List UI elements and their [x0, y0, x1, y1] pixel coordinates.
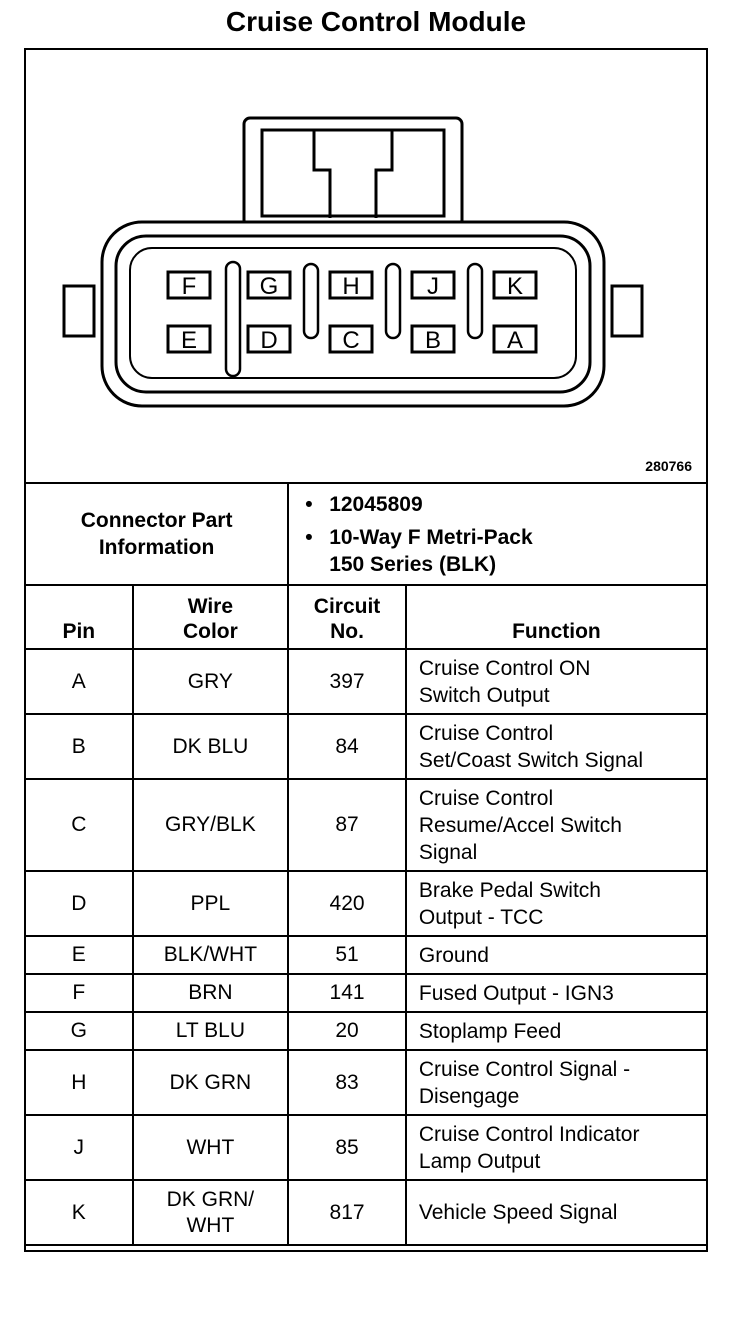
- pin-label: H: [342, 273, 360, 300]
- function-line: Fused Output - IGN3: [418, 981, 614, 1005]
- function-cell: [406, 649, 707, 714]
- table-row: [25, 1050, 707, 1115]
- left-ear: [64, 286, 94, 336]
- connector-info-label: [25, 483, 288, 585]
- wire-color-value: WHT: [186, 1135, 235, 1159]
- header-circuit-line: Circuit: [313, 595, 381, 618]
- circuit-value: 141: [329, 981, 365, 1004]
- pin-value: A: [71, 669, 86, 693]
- pin-cell: [25, 1115, 133, 1180]
- wire-color-value: BLK/WHT: [163, 943, 258, 966]
- table-row: [25, 1115, 707, 1180]
- circuit-cell: [288, 649, 406, 714]
- function-cell: [406, 1050, 707, 1115]
- header-function: [406, 585, 707, 649]
- circuit-cell: [288, 1050, 406, 1115]
- wire-color-cell: [133, 871, 289, 936]
- info-label-line: Information: [98, 536, 215, 559]
- pin-cell: [25, 871, 133, 936]
- info-label-line: Connector Part: [80, 509, 233, 532]
- pin-label: G: [259, 273, 279, 300]
- separator: [304, 264, 318, 338]
- pin-label: K: [506, 273, 524, 300]
- connector-face-drawing: [26, 50, 706, 482]
- diagram-reference-number: 280766: [645, 458, 692, 474]
- wire-color-cell: [133, 974, 289, 1012]
- pin-cell: [25, 974, 133, 1012]
- header-pin: [25, 585, 133, 649]
- circuit-cell: [288, 1180, 406, 1245]
- circuit-cell: [288, 936, 406, 974]
- circuit-cell: [288, 974, 406, 1012]
- table-row: [25, 871, 707, 936]
- wire-color-value: WHT: [186, 1213, 235, 1237]
- pin-cell: [25, 1180, 133, 1245]
- circuit-cell: [288, 779, 406, 871]
- pin-value: E: [71, 943, 86, 966]
- function-line: Lamp Output: [418, 1149, 541, 1173]
- function-line: Brake Pedal Switch: [418, 878, 601, 902]
- wire-color-value: GRY/BLK: [165, 813, 256, 836]
- wire-color-value: DK BLU: [172, 734, 249, 758]
- pin-value: G: [70, 1019, 87, 1042]
- circuit-value: 397: [329, 669, 365, 693]
- circuit-cell: [288, 1012, 406, 1050]
- function-cell: [406, 779, 707, 871]
- pin-label: J: [427, 273, 439, 300]
- function-line: Signal: [418, 840, 478, 864]
- wire-color-value: DK GRN: [169, 1070, 252, 1094]
- function-cell: [406, 936, 707, 974]
- pin-value: C: [71, 813, 87, 836]
- wire-color-cell: [133, 779, 289, 871]
- wire-color-value: PPL: [190, 891, 231, 915]
- function-line: Vehicle Speed Signal: [418, 1201, 618, 1224]
- table-row: [25, 779, 707, 871]
- table-row: [25, 1012, 707, 1050]
- table-row: [25, 649, 707, 714]
- pin-label: C: [342, 327, 360, 354]
- function-line: Stoplamp Feed: [418, 1019, 562, 1043]
- circuit-cell: [288, 1115, 406, 1180]
- right-ear: [612, 286, 642, 336]
- circuit-value: 420: [329, 891, 365, 915]
- function-cell: [406, 974, 707, 1012]
- connector-cavity: [116, 236, 590, 392]
- function-line: Resume/Accel Switch: [418, 813, 622, 837]
- info-connector-type: [305, 524, 706, 551]
- wire-color-value: BRN: [188, 981, 233, 1004]
- pinout-table: [24, 482, 708, 1246]
- pin-label: B: [424, 327, 442, 354]
- connector-type-line: 10-Way F Metri-Pack: [329, 525, 533, 549]
- page-title: Cruise Control Module: [225, 6, 527, 37]
- pin-label: A: [506, 327, 524, 354]
- pin-value: H: [71, 1070, 87, 1094]
- function-line: Cruise Control: [418, 786, 554, 810]
- table-header-row: [25, 585, 707, 649]
- function-cell: [406, 1115, 707, 1180]
- pin-value: B: [71, 734, 86, 758]
- separator: [226, 262, 240, 376]
- pin-label: F: [181, 273, 197, 300]
- info-connector-series: [329, 551, 706, 578]
- wire-color-cell: [133, 1115, 289, 1180]
- wire-color-cell: [133, 714, 289, 779]
- part-number: 12045809: [329, 492, 423, 516]
- header-function-text: Function: [512, 620, 601, 643]
- wire-color-cell: [133, 936, 289, 974]
- pin-cell: [25, 649, 133, 714]
- table-row: [25, 714, 707, 779]
- pin-cell: [25, 779, 133, 871]
- bullet: •: [305, 492, 313, 516]
- latch-inner: [262, 130, 444, 216]
- table-row: [25, 1180, 707, 1245]
- pin-label: D: [260, 327, 278, 354]
- pin-value: F: [72, 981, 86, 1004]
- separator: [468, 264, 482, 338]
- function-cell: [406, 714, 707, 779]
- function-line: Disengage: [418, 1084, 520, 1108]
- function-line: Cruise Control ON: [418, 656, 591, 680]
- pin-cell: [25, 1050, 133, 1115]
- pin-label: E: [180, 327, 198, 354]
- circuit-value: 85: [335, 1135, 359, 1159]
- pin-cell: [25, 936, 133, 974]
- function-line: Cruise Control: [418, 721, 554, 745]
- function-line: Ground: [418, 943, 489, 967]
- wire-color-value: GRY: [187, 669, 233, 693]
- wire-color-cell: [133, 1012, 289, 1050]
- pin-value: K: [71, 1200, 86, 1224]
- info-part-number: [305, 491, 706, 518]
- connector-info-row: [25, 483, 707, 585]
- header-pin-text: Pin: [62, 620, 96, 643]
- circuit-value: 20: [335, 1019, 359, 1042]
- function-line: Output - TCC: [418, 905, 544, 929]
- pin-value: D: [71, 891, 87, 915]
- function-line: Switch Output: [418, 683, 550, 707]
- circuit-value: 83: [335, 1070, 359, 1094]
- bullet: •: [305, 525, 313, 549]
- connector-diagram: [26, 50, 706, 482]
- header-wire-color: [133, 585, 289, 649]
- table-row: [25, 974, 707, 1012]
- pin-cell: [25, 1012, 133, 1050]
- header-wire-line: Wire: [187, 595, 234, 618]
- wire-color-value: LT BLU: [175, 1019, 245, 1042]
- connector-series-line: 150 Series (BLK): [329, 552, 497, 576]
- function-line: Set/Coast Switch Signal: [418, 748, 643, 772]
- wire-color-cell: [133, 1050, 289, 1115]
- wire-color-value: DK GRN/: [166, 1187, 255, 1211]
- function-cell: [406, 871, 707, 936]
- pin-cell: [25, 714, 133, 779]
- circuit-value: 817: [329, 1200, 365, 1224]
- header-wire-line: Color: [182, 620, 238, 643]
- circuit-value: 84: [335, 734, 359, 758]
- header-circuit: [288, 585, 406, 649]
- wire-color-cell: [133, 649, 289, 714]
- connector-sheet: [24, 48, 708, 1252]
- function-cell: [406, 1180, 707, 1245]
- connector-info-details: [288, 483, 707, 585]
- circuit-value: 87: [335, 813, 359, 836]
- function-line: Cruise Control Signal -: [418, 1057, 631, 1081]
- wire-color-cell: [133, 1180, 289, 1245]
- separator: [386, 264, 400, 338]
- pin-rows: [25, 649, 707, 1245]
- circuit-cell: [288, 714, 406, 779]
- pin-value: J: [73, 1135, 85, 1159]
- function-line: Cruise Control Indicator: [418, 1122, 640, 1146]
- header-circuit-line: No.: [330, 620, 364, 643]
- circuit-cell: [288, 871, 406, 936]
- table-row: [25, 936, 707, 974]
- function-cell: [406, 1012, 707, 1050]
- circuit-value: 51: [335, 943, 359, 966]
